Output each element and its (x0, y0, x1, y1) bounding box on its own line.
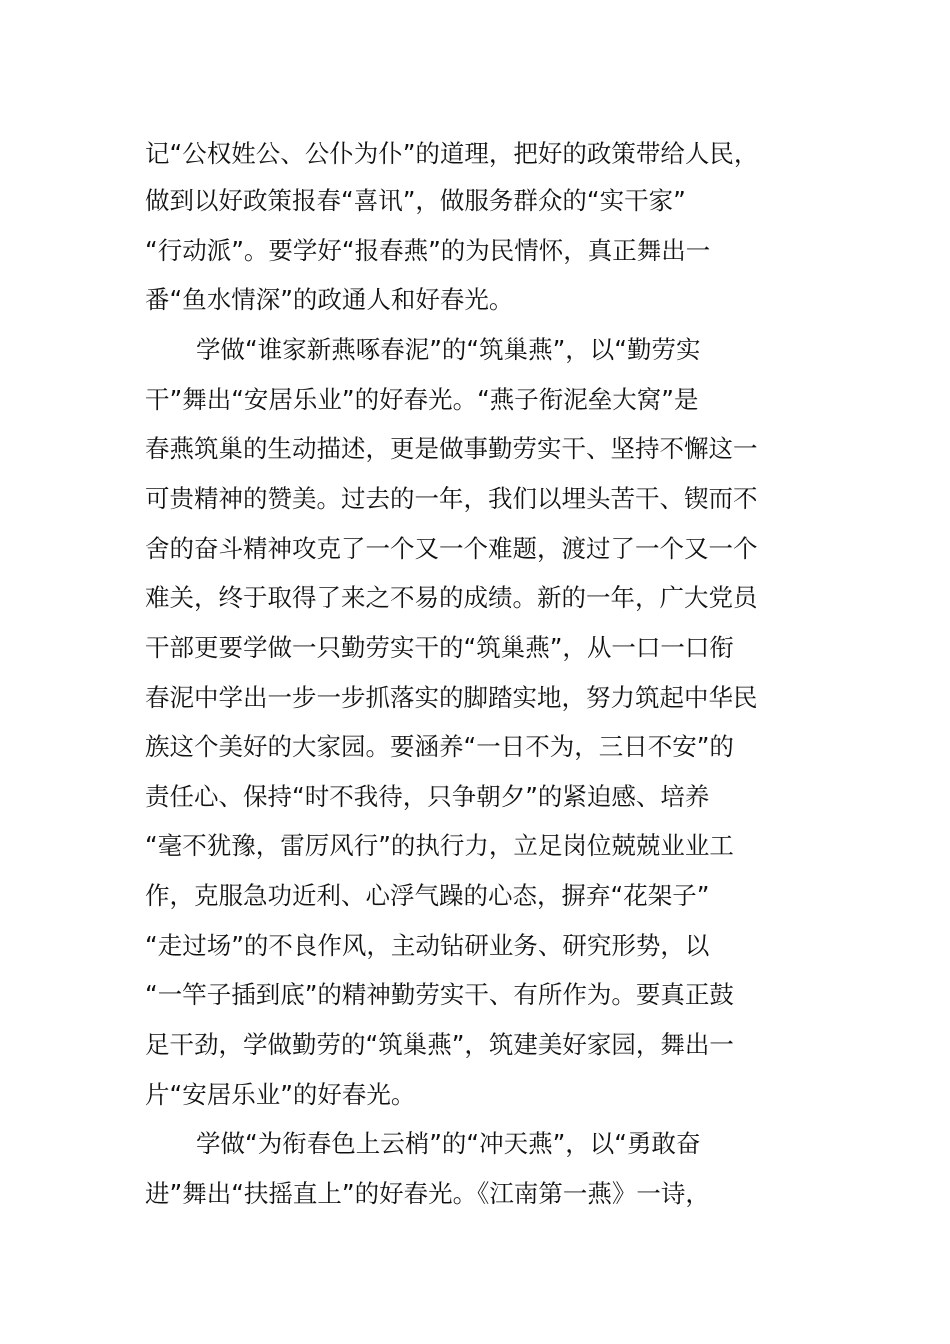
text-line: 春燕筑巢的生动描述，更是做事勤劳实干、坚持不懈这一 (145, 434, 758, 463)
text-line: 舍的奋斗精神攻克了一个又一个难题，渡过了一个又一个 (145, 534, 758, 563)
text-line: 足干劲，学做勤劳的“筑巢燕”，筑建美好家园，舞出一 (145, 1030, 734, 1059)
text-line: 记“公权姓公、公仆为仆”的道理，把好的政策带给人民， (145, 139, 759, 168)
text-line: “毫不犹豫，雷厉风行”的执行力，立足岗位兢兢业业工 (145, 831, 734, 860)
text-line: 春泥中学出一步一步抓落实的脚踏实地，努力筑起中华民 (145, 683, 758, 712)
text-line: 族这个美好的大家园。要涵养“一日不为，三日不安”的 (145, 732, 734, 761)
text-line: 进”舞出“扶摇直上”的好春光。《江南第一燕》一诗， (145, 1179, 710, 1208)
text-line: 可贵精神的赞美。过去的一年，我们以埋头苦干、锲而不 (145, 484, 758, 513)
text-line: “行动派”。要学好“报春燕”的为民情怀，真正舞出一 (145, 236, 711, 265)
text-line: 干部更要学做一只勤劳实干的“筑巢燕”，从一口一口衔 (145, 633, 734, 662)
text-line: 干”舞出“安居乐业”的好春光。“燕子衔泥垒大窝”是 (145, 385, 699, 414)
text-line: 番“鱼水情深”的政通人和好春光。 (145, 285, 514, 314)
text-line: “走过场”的不良作风，主动钻研业务、研究形势，以 (145, 931, 710, 960)
text-line: “一竿子插到底”的精神勤劳实干、有所作为。要真正鼓 (145, 980, 734, 1009)
text-line: 难关，终于取得了来之不易的成绩。新的一年，广大党员 (145, 583, 758, 612)
text-line: 做到以好政策报春“喜讯”，做服务群众的“实干家” (145, 186, 686, 215)
text-line: 片“安居乐业”的好春光。 (145, 1080, 416, 1109)
paragraph-first-line: 学做“谁家新燕啄春泥”的“筑巢燕”，以“勤劳实 (196, 335, 701, 364)
paragraph-first-line: 学做“为衔春色上云梢”的“冲天燕”，以“勇敢奋 (196, 1129, 701, 1158)
text-line: 作，克服急功近利、心浮气躁的心态，摒弃“花架子” (145, 881, 710, 910)
text-line: 责任心、保持“时不我待，只争朝夕”的紧迫感、培养 (145, 782, 710, 811)
